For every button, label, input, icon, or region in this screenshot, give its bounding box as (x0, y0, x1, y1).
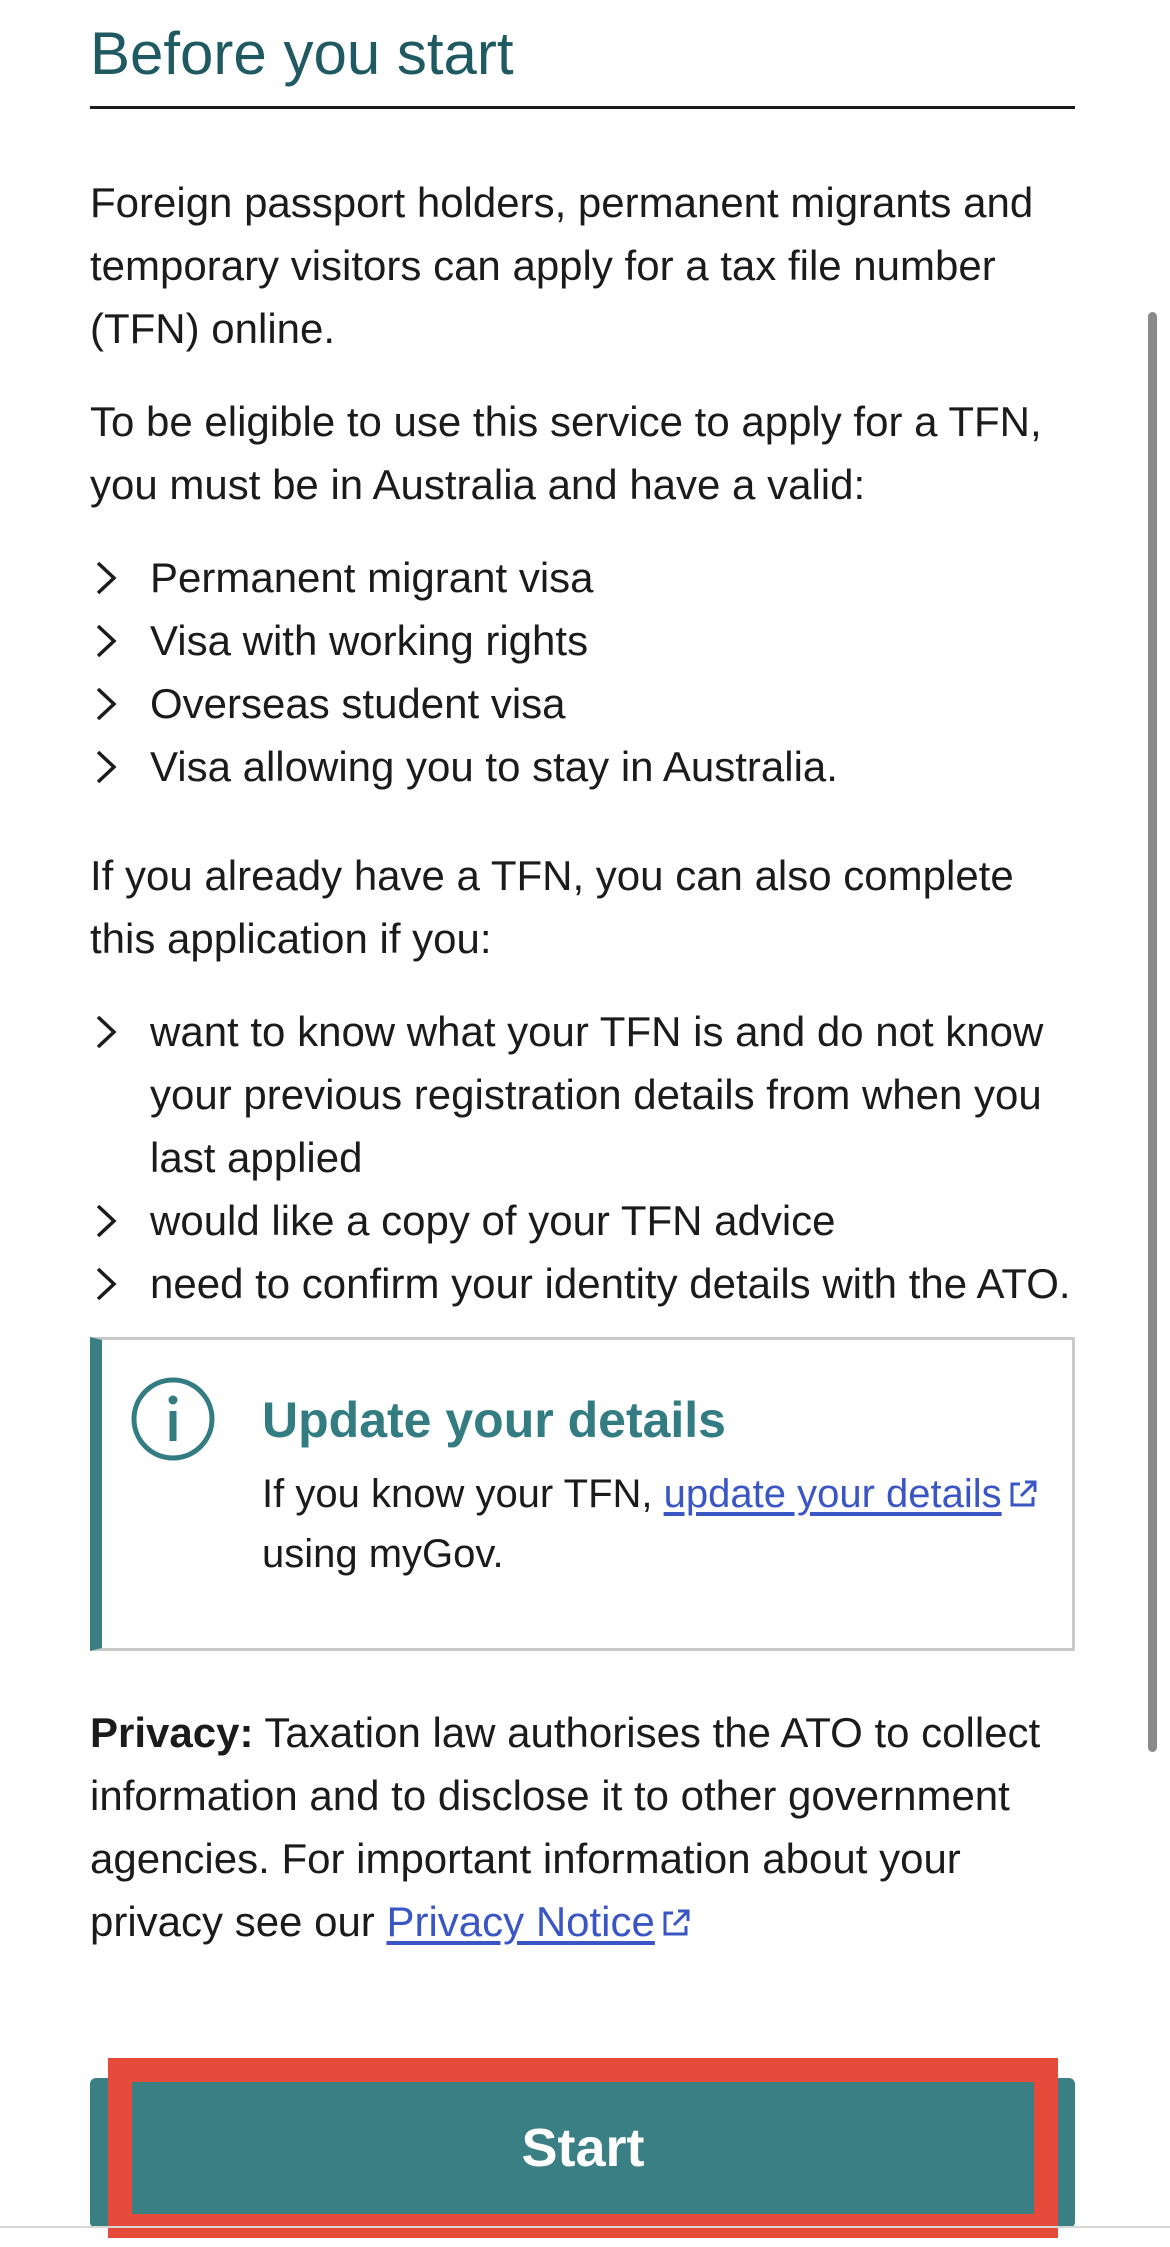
list-item-text: need to confirm your identity details with the ATO. (150, 1260, 1071, 1307)
callout-title: Update your details (262, 1392, 726, 1448)
privacy-notice-link[interactable] (386, 1898, 692, 1945)
existing-tfn-list (90, 1000, 1075, 1315)
intro-text: Foreign passport holders, permanent migrants and temporary visitors can apply for a tax file number (TFN) online. (90, 179, 1034, 352)
chevron-right-icon (94, 560, 118, 596)
list-item (90, 672, 1075, 735)
privacy-text (90, 1701, 1075, 1953)
privacy-notice-link-text: Privacy Notice (386, 1898, 655, 1945)
info-icon (130, 1376, 216, 1462)
list-item (90, 546, 1075, 609)
update-details-callout (90, 1337, 1075, 1651)
divider (0, 2226, 1170, 2228)
list-item-text: would like a copy of your TFN advice (150, 1197, 836, 1244)
chevron-right-icon (94, 686, 118, 722)
update-details-link[interactable] (664, 1472, 1040, 1516)
external-link-icon (1006, 1468, 1040, 1502)
eligibility-intro: To be eligible to use this service to apply for a TFN, you must be in Australia and have a valid: (90, 398, 1042, 508)
external-link-icon (659, 1894, 693, 1928)
list-item-text: Visa allowing you to stay in Australia. (150, 743, 838, 790)
callout-body (262, 1464, 1042, 1584)
eligibility-list (90, 546, 1075, 798)
privacy-label: Privacy: (90, 1709, 254, 1756)
update-details-link-text: update your details (663, 1472, 1002, 1516)
list-item (90, 609, 1075, 672)
chevron-right-icon (94, 623, 118, 659)
chevron-right-icon (94, 749, 118, 785)
chevron-right-icon (94, 1266, 118, 1302)
callout-text-after: using myGov. (262, 1532, 504, 1576)
chevron-right-icon (94, 1014, 118, 1050)
list-item (90, 735, 1075, 798)
list-item (90, 1189, 1075, 1252)
list-item-text: want to know what your TFN is and do not know your previous registration details from when you last applied (150, 1008, 1044, 1181)
privacy-body: Taxation law authorises the ATO to collect information and to disclose it to other government agencies. For important information about your privacy see our (90, 1709, 1041, 1945)
chevron-right-icon (94, 1203, 118, 1239)
list-item-text: Visa with working rights (150, 617, 589, 664)
scrollbar[interactable] (1148, 312, 1157, 1752)
list-item-text: Overseas student visa (150, 680, 566, 727)
list-item (90, 1252, 1075, 1315)
existing-tfn-intro: If you already have a TFN, you can also complete this application if you: (90, 852, 1014, 962)
list-item-text: Permanent migrant visa (150, 554, 594, 601)
list-item (90, 1000, 1075, 1189)
start-button[interactable]: Start (108, 2058, 1058, 2238)
page-title: Before you start (90, 0, 1075, 109)
callout-text-before: If you know your TFN, (262, 1472, 664, 1516)
page-content (90, 0, 1075, 1953)
